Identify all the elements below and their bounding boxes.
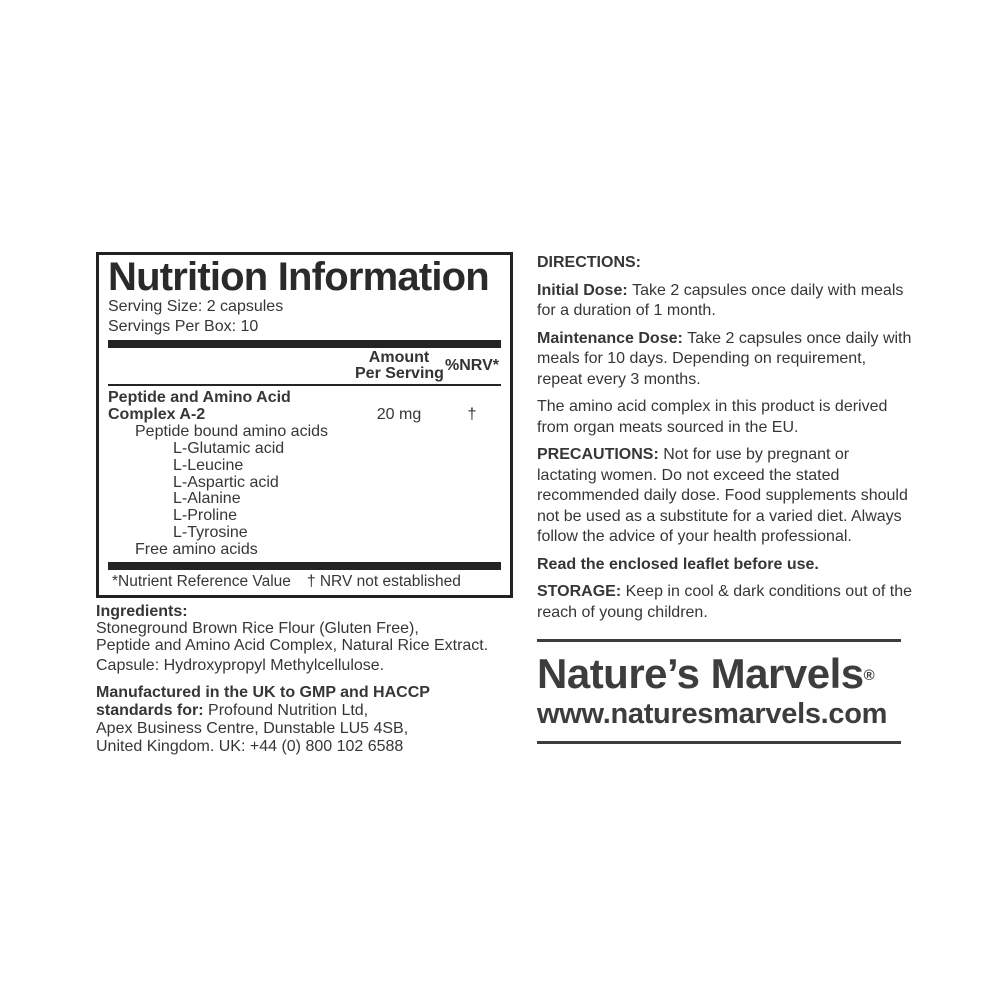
nutrient-nrv xyxy=(443,491,501,508)
column-header-amount xyxy=(355,350,443,382)
manufacturer-address xyxy=(96,720,500,756)
nutrient-amount xyxy=(355,390,443,407)
info-paragraph: Maintenance Dose: Take 2 capsules once daily with meals for 10 days. Depending on requirement, repeat every 3 months. xyxy=(537,329,912,388)
directions-heading: DIRECTIONS: xyxy=(537,254,641,271)
registered-trademark-mark: ® xyxy=(863,667,875,684)
nutrient-amount xyxy=(355,542,443,559)
nutrient-row xyxy=(108,390,501,407)
nutrient-row xyxy=(108,542,501,559)
nutrient-name: Free amino acids xyxy=(135,541,258,559)
nutrient-row xyxy=(108,491,501,508)
nutrient-nrv xyxy=(443,525,501,542)
address-line: Apex Business Centre, Dunstable LU5 4SB, xyxy=(96,720,409,738)
nutrient-nrv xyxy=(443,508,501,525)
nutrient-name: L-Proline xyxy=(173,507,238,525)
paragraph-lead: Maintenance Dose: xyxy=(537,329,688,347)
footnote-nrv: *Nutrient Reference Value xyxy=(112,573,291,591)
footnote-dagger: † NRV not established xyxy=(306,573,461,591)
brand-block xyxy=(537,639,901,744)
info-paragraph: The amino acid complex in this product is derived from organ meats sourced in the EU. xyxy=(537,398,888,436)
nutrition-facts-panel xyxy=(96,252,513,598)
nutrient-row xyxy=(108,508,501,525)
nutrient-amount xyxy=(355,508,443,525)
nutrient-amount xyxy=(355,441,443,458)
amount-header-line1: Amount xyxy=(368,349,430,366)
label-right-column xyxy=(537,253,913,744)
panel-title: Nutrition Information xyxy=(108,255,489,299)
brand-name-text: Nature’s Marvels xyxy=(537,650,864,697)
ingredient-line: Stoneground Brown Rice Flour (Gluten Free), xyxy=(96,619,419,637)
divider-thick-bottom xyxy=(108,562,501,570)
nutrient-nrv xyxy=(443,424,501,441)
footnote xyxy=(108,570,501,591)
brand-rule-bottom xyxy=(537,741,901,744)
paragraph-lead: Initial Dose: xyxy=(537,281,633,299)
label-left-column xyxy=(96,252,520,756)
info-paragraph: Initial Dose: Take 2 capsules once daily with meals for a duration of 1 month. xyxy=(537,281,904,319)
nutrient-row xyxy=(108,475,501,492)
nutrient-row xyxy=(108,441,501,458)
paragraph-lead: STORAGE: xyxy=(537,583,626,600)
manufacturer-section xyxy=(96,684,500,756)
info-paragraph: STORAGE: Keep in cool & dark conditions out of the reach of young children. xyxy=(537,583,913,621)
manufacturer-name: Profound Nutrition Ltd, xyxy=(208,702,369,720)
brand-rule-top xyxy=(537,639,901,642)
brand-name xyxy=(537,651,901,697)
paragraph-lead: PRECAUTIONS: xyxy=(537,446,664,463)
nutrient-row xyxy=(108,407,501,424)
ingredients-list xyxy=(96,621,520,655)
nutrient-name: L-Alanine xyxy=(173,490,241,508)
ingredients-heading: Ingredients: xyxy=(96,603,188,621)
nutrient-row xyxy=(108,525,501,542)
divider-thick-top xyxy=(108,340,501,348)
nutrient-name: L-Glutamic acid xyxy=(173,439,285,457)
nutrient-name: Peptide bound amino acids xyxy=(135,422,329,440)
nutrient-row xyxy=(108,458,501,475)
nutrient-name: L-Tyrosine xyxy=(173,524,248,542)
nutrient-amount xyxy=(355,475,443,492)
address-line: United Kingdom. UK: +44 (0) 800 102 6588 xyxy=(96,738,404,756)
info-paragraph: Read the enclosed leaflet before use. xyxy=(537,555,819,573)
nutrient-row xyxy=(108,424,501,441)
amount-header-line2: Per Serving xyxy=(355,365,444,382)
manufacturer-lead xyxy=(96,684,500,720)
nutrient-amount xyxy=(355,491,443,508)
nutrient-nrv xyxy=(443,390,501,407)
nutrient-nrv xyxy=(443,458,501,475)
table-header xyxy=(108,348,501,386)
nutrient-nrv xyxy=(443,475,501,492)
brand-website: www.naturesmarvels.com xyxy=(537,698,888,730)
ingredient-line: Peptide and Amino Acid Complex, Natural Rice Extract. xyxy=(96,636,489,654)
nutrient-nrv xyxy=(443,441,501,458)
nutrient-name: L-Aspartic acid xyxy=(173,473,279,491)
ingredients-section xyxy=(96,604,520,675)
nutrient-nrv: † xyxy=(467,405,477,423)
info-paragraph: PRECAUTIONS: Not for use by pregnant or lactating women. Do not exceed the stated recommended daily dose. Food supplements should not be used as a substitute for a varied diet. Always follow the advice of your health professional. xyxy=(537,446,908,545)
nutrient-amount xyxy=(355,424,443,441)
serving-size: Serving Size: 2 capsules xyxy=(108,298,284,315)
nutrient-table xyxy=(108,386,501,559)
nutrient-name: Complex A-2 xyxy=(108,405,206,423)
manufacturer-bold-lead: Manufactured in the UK to GMP and HACCP standards for: xyxy=(96,684,430,720)
nutrient-name: Peptide and Amino Acid xyxy=(108,389,291,406)
nutrient-nrv xyxy=(443,542,501,559)
nutrient-amount xyxy=(355,525,443,542)
nutrient-name: L-Leucine xyxy=(173,456,244,474)
capsule-ingredient: Capsule: Hydroxypropyl Methylcellulose. xyxy=(96,657,385,675)
directions-paragraphs xyxy=(537,281,913,624)
column-header-nrv: %NRV* xyxy=(445,357,499,374)
nutrient-amount xyxy=(355,458,443,475)
servings-per-box: Servings Per Box: 10 xyxy=(108,318,259,335)
nutrient-amount: 20 mg xyxy=(376,405,422,423)
